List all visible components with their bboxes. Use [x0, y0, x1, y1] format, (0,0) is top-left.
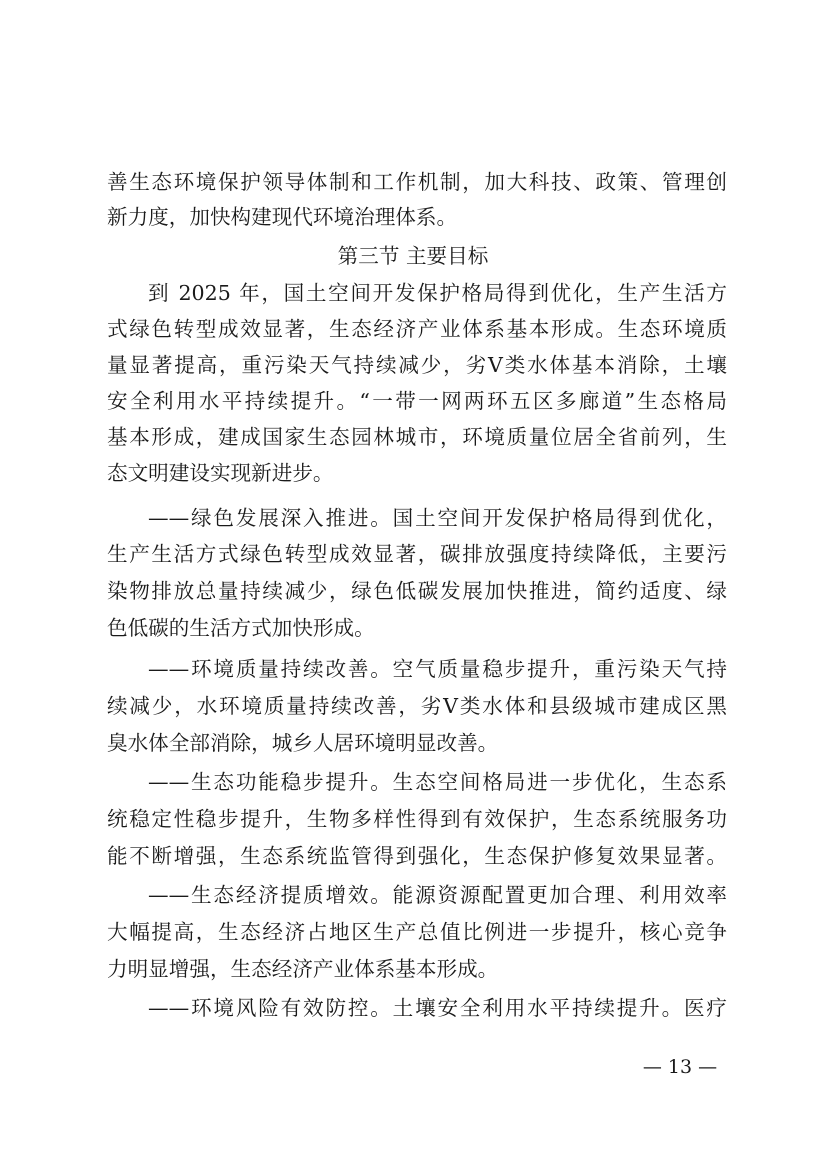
- body-text-line: 生产生活方式绿色转型成效显著，碳排放强度持续降低，主要污: [107, 542, 727, 566]
- body-text-line: 能不断增强，生态系统监管得到强化，生态保护修复效果显著。: [107, 844, 727, 868]
- body-text-line: 续减少，水环境质量持续改善，劣Ⅴ类水体和县级城市建成区黑: [107, 694, 727, 718]
- body-text-line: 力明显增强，生态经济产业体系基本形成。: [107, 957, 499, 981]
- body-text-line: ——绿色发展深入推进。国土空间开发保护格局得到优化，: [148, 506, 727, 530]
- body-text-line: 新力度，加快构建现代环境治理体系。: [107, 205, 458, 229]
- body-text-line: 基本形成，建成国家生态园林城市，环境质量位居全省前列，生: [107, 425, 727, 449]
- body-text-line: 大幅提高，生态经济占地区生产总值比例进一步提升，核心竞争: [107, 920, 727, 944]
- body-text-line: ——环境质量持续改善。空气质量稳步提升，重污染天气持: [148, 657, 727, 681]
- body-text-line: ——环境风险有效防控。土壤安全利用水平持续提升。医疗: [148, 996, 727, 1020]
- body-text-line: 式绿色转型成效显著，生态经济产业体系基本形成。生态环境质: [107, 317, 727, 341]
- body-text-line: ——生态功能稳步提升。生态空间格局进一步优化，生态系: [148, 770, 727, 794]
- body-text-line: 安全利用水平持续提升。“一带一网两环五区多廊道”生态格局: [107, 389, 727, 413]
- body-text-line: 染物排放总量持续减少，绿色低碳发展加快推进，简约适度、绿: [107, 579, 727, 603]
- body-text-line: 善生态环境保护领导体制和工作机制，加大科技、政策、管理创: [107, 170, 727, 194]
- body-text-line: 到 2025 年，国土空间开发保护格局得到优化，生产生活方: [148, 281, 727, 305]
- body-text-line: 色低碳的生活方式加快形成。: [107, 616, 375, 640]
- section-title: 第三节 主要目标: [337, 244, 489, 268]
- body-text-line: 臭水体全部消除，城乡人居环境明显改善。: [107, 731, 499, 755]
- body-text-line: ——生态经济提质增效。能源资源配置更加合理、利用效率: [148, 883, 727, 907]
- body-text-line: 态文明建设实现新进步。: [107, 461, 334, 485]
- body-text-line: 量显著提高，重污染天气持续减少，劣Ⅴ类水体基本消除，土壤: [107, 353, 727, 377]
- page-number: — 13 —: [642, 1056, 718, 1078]
- body-text-line: 统稳定性稳步提升，生物多样性得到有效保护，生态系统服务功: [107, 807, 727, 831]
